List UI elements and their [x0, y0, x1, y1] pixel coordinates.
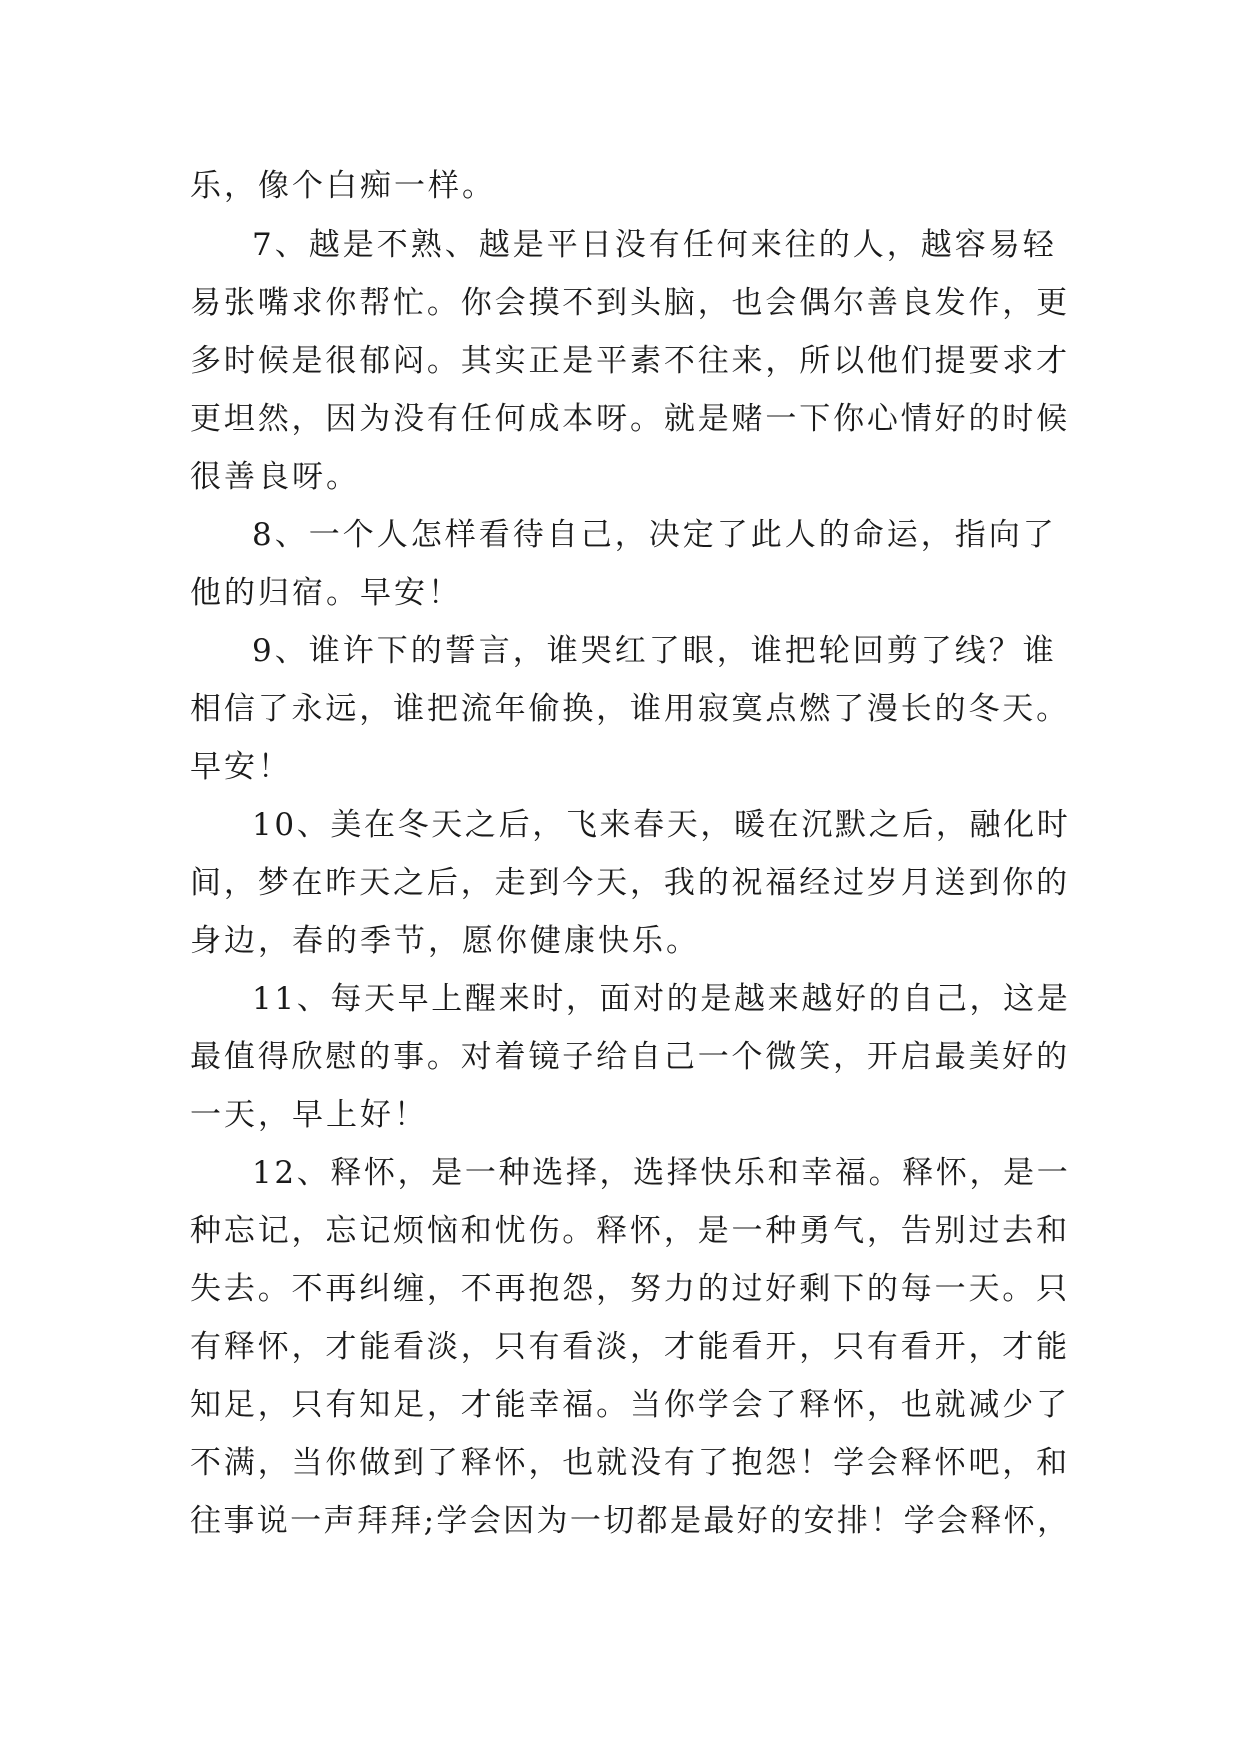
text-line: 10、美在冬天之后，飞来春天，暖在沉默之后，融化时 [252, 807, 1071, 843]
text-line: 8、一个人怎样看待自己，决定了此人的命运，指向了 [252, 517, 1057, 553]
text-line: 12、释怀，是一种选择，选择快乐和幸福。释怀，是一 [252, 1155, 1071, 1191]
text-line: 失去。不再纠缠，不再抱怨，努力的过好剩下的每一天。只 [190, 1271, 1070, 1307]
text-line: 间，梦在昨天之后，走到今天，我的祝福经过岁月送到你的 [190, 865, 1070, 901]
text-line: 更坦然，因为没有任何成本呀。就是赌一下你心情好的时候 [190, 401, 1070, 437]
text-line: 不满，当你做到了释怀，也就没有了抱怨！学会释怀吧，和 [190, 1445, 1070, 1481]
text-line: 种忘记，忘记烦恼和忧伤。释怀，是一种勇气，告别过去和 [190, 1213, 1070, 1249]
text-line: 多时候是很郁闷。其实正是平素不往来，所以他们提要求才 [190, 343, 1070, 379]
text-line: 一天，早上好！ [190, 1097, 428, 1133]
text-line: 最值得欣慰的事。对着镜子给自己一个微笑，开启最美好的 [190, 1039, 1070, 1075]
text-line: 很善良呀。 [190, 459, 360, 495]
text-line: 11、每天早上醒来时，面对的是越来越好的自己，这是 [252, 981, 1071, 1017]
text-line: 易张嘴求你帮忙。你会摸不到头脑，也会偶尔善良发作，更 [190, 285, 1070, 321]
text-line: 有释怀，才能看淡，只有看淡，才能看开，只有看开，才能 [190, 1329, 1070, 1365]
text-line: 早安！ [190, 749, 292, 785]
text-line: 往事说一声拜拜;学会因为一切都是最好的安排！学会释怀， [190, 1503, 1071, 1539]
text-line: 身边，春的季节，愿你健康快乐。 [190, 923, 700, 959]
text-line: 他的归宿。早安！ [190, 575, 462, 611]
text-line: 乐，像个白痴一样。 [190, 168, 496, 204]
text-line: 7、越是不熟、越是平日没有任何来往的人，越容易轻 [252, 227, 1057, 263]
text-line: 知足，只有知足，才能幸福。当你学会了释怀，也就减少了 [190, 1387, 1070, 1423]
text-line: 相信了永远，谁把流年偷换，谁用寂寞点燃了漫长的冬天。 [190, 691, 1070, 727]
text-line: 9、谁许下的誓言，谁哭红了眼，谁把轮回剪了线？谁 [252, 633, 1057, 669]
